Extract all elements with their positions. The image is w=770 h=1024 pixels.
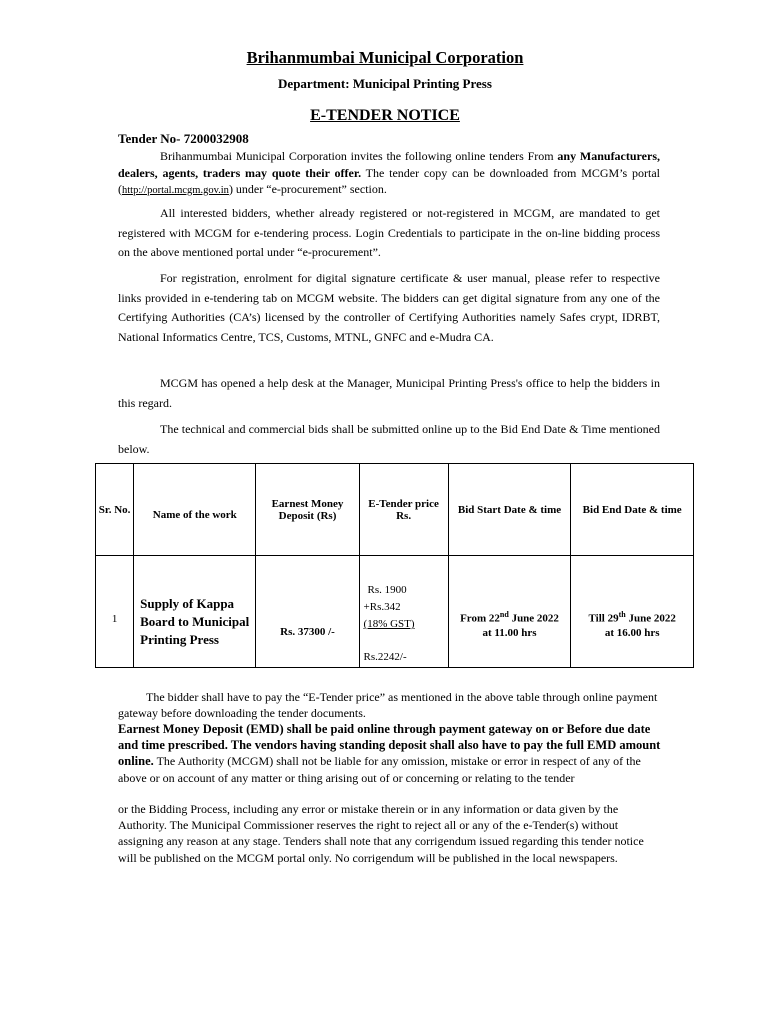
department-heading: Department: Municipal Printing Press bbox=[278, 76, 492, 91]
table-row bbox=[96, 556, 694, 668]
bid-end-time: at 16.00 hrs bbox=[604, 627, 660, 640]
registration-paragraph: All interested bidders, whether already registered or not-registered in MCGM, are mandated to get registered with MCGM for e-tendering process. Login Credentials to participate in the on-line bidding process on the above mentioned portal under “e-procurement”. bbox=[118, 206, 660, 259]
emd-paragraph bbox=[118, 721, 663, 786]
header-bid-start: Bid Start Date & time bbox=[448, 464, 571, 556]
help-desk-paragraph: MCGM has opened a help desk at the Manager, Municipal Printing Press's office to help the bidders in this regard. bbox=[118, 376, 660, 410]
intro-paragraph bbox=[118, 148, 660, 200]
header-bid-end: Bid End Date & time bbox=[571, 464, 694, 556]
tender-number: Tender No- 7200032908 bbox=[118, 131, 249, 146]
row-bid-start bbox=[448, 556, 571, 668]
header-tender-price: E-Tender price Rs. bbox=[359, 464, 448, 556]
bid-submission-paragraph: The technical and commercial bids shall be submitted online up to the Bid End Date & Time mentioned below. bbox=[118, 422, 660, 456]
row-work-name: Supply of Kappa Board to Municipal Printing Press bbox=[134, 556, 256, 668]
price-gst-rate: (18% GST) bbox=[363, 618, 415, 630]
emd-bold-text: Earnest Money Deposit (EMD) shall be paid online through payment gateway on or Before due date and time prescribed. The vendors having standing deposit shall also have to pay the full EMD amount online. bbox=[118, 722, 661, 769]
intro-text-2: The tender copy can be downloaded from MCGM’s portal ( bbox=[118, 165, 660, 196]
row-bid-end bbox=[571, 556, 694, 668]
intro-text-1: Brihanmumbai Municipal Corporation invites the following online tenders From bbox=[160, 149, 558, 163]
price-gst-amount: +Rs.342 bbox=[363, 601, 401, 613]
header-work-name: Name of the work bbox=[134, 464, 256, 556]
header-sr-no: Sr. No. bbox=[96, 464, 134, 556]
emd-rest-text: The Authority (MCGM) shall not be liable for any omission, mistake or error in respect of any of the above or on account of any matter or thing arising out of or concerning or relating to the tender bbox=[118, 754, 641, 785]
portal-link[interactable]: http://portal.mcgm.gov.in bbox=[122, 185, 229, 196]
table-header-row bbox=[96, 464, 694, 556]
row-tender-price bbox=[359, 556, 448, 668]
row-sr-no: 1 bbox=[96, 556, 134, 668]
payment-paragraph: The bidder shall have to pay the “E-Tender price” as mentioned in the above table through online payment gateway before downloading the tender documents. bbox=[118, 690, 658, 721]
intro-text-3: ) under “e-procurement” section. bbox=[228, 182, 387, 196]
price-base: Rs. 1900 bbox=[367, 584, 407, 596]
intro-bold: any Manufacturers, dealers, agents, traders may quote their offer. bbox=[118, 149, 660, 180]
tender-table bbox=[95, 463, 694, 668]
digital-signature-paragraph: For registration, enrolment for digital signature certificate & user manual, please refer to respective links provided in e-tendering tab on MCGM website. The bidders can get digital signature from any one of the Certifying Authorities (CA’s) licensed by the controller of Certifying Authorities namely Safes crypt, IDRBT, National Informatics Centre, TCS, Customs, MTNL, GNFC and e-Mudra CA. bbox=[118, 271, 660, 344]
price-total: Rs.2242/- bbox=[363, 651, 407, 663]
header-emd: Earnest Money Deposit (Rs) bbox=[256, 464, 359, 556]
bid-start-time: at 11.00 hrs bbox=[482, 627, 537, 640]
organization-title: Brihanmumbai Municipal Corporation bbox=[246, 48, 524, 67]
row-emd: Rs. 37300 /- bbox=[256, 556, 359, 668]
bidding-process-paragraph: or the Bidding Process, including any error or mistake therein or in any information or data given by the Authority. The Municipal Commissioner reserves the right to reject all or any of the e-Tender(s) without assigning any reason at any stage. Tenders shall note that any corrigendum issued regarding this tender notice will be published on the MCGM portal only. No corrigendum will be published in the local newspapers. bbox=[118, 802, 644, 865]
notice-title: E-TENDER NOTICE bbox=[310, 107, 460, 124]
bid-start-date: From 22nd June 2022 bbox=[460, 609, 559, 625]
bid-end-date: Till 29th June 2022 bbox=[588, 609, 676, 625]
